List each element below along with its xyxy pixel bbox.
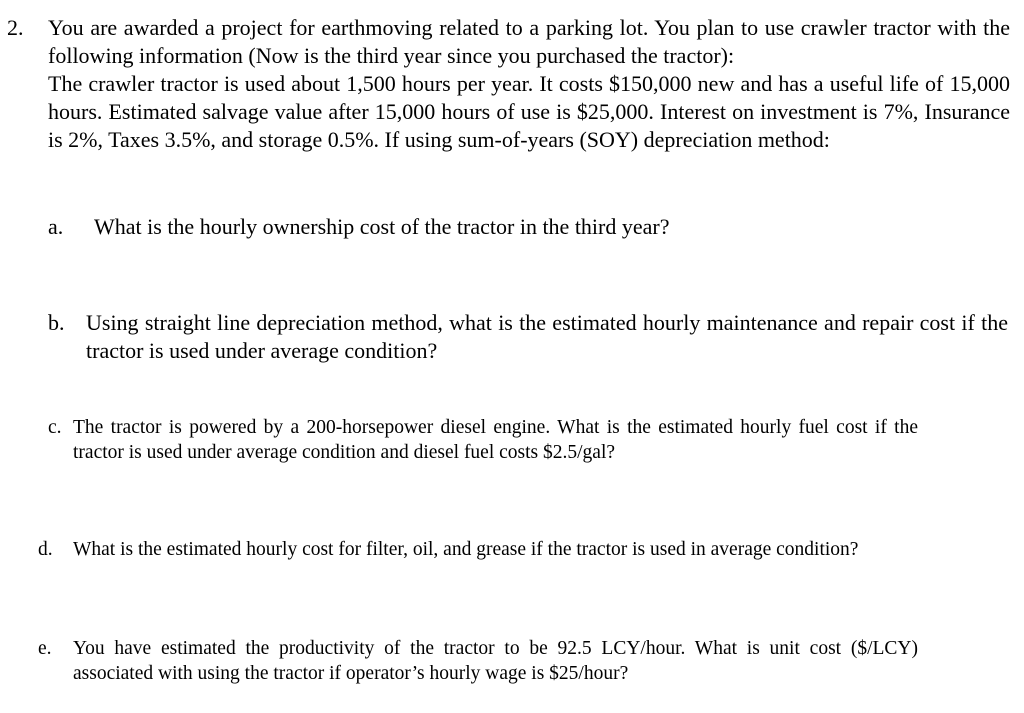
problem-intro <box>48 14 1010 154</box>
part-b-letter: b. <box>48 310 65 335</box>
intro-paragraph-2: The crawler tractor is used about 1,500 hours per year. It costs $150,000 new and has a useful life of 15,000 hours. Estimated salvage value after 15,000 hours of use is $25,000. Interest on investment is 7%, Insurance is 2%, Taxes 3.5%, and storage 0.5%. If using sum-of-years (SOY) depreciation method: <box>48 71 1010 152</box>
intro-paragraph-1: You are awarded a project for earthmoving related to a parking lot. You plan to use crawler tractor with the following information (Now is the third year since you purchased the tractor): <box>48 15 1010 68</box>
part-d-text: What is the estimated hourly cost for filter, oil, and grease if the tractor is used in average condition? <box>73 539 859 560</box>
part-a-letter: a. <box>48 214 64 239</box>
part-e-letter: e. <box>38 638 52 659</box>
part-b-text: Using straight line depreciation method, what is the estimated hourly maintenance and repair cost if the tractor is used under average condition? <box>86 310 1008 363</box>
part-a-text: What is the hourly ownership cost of the tractor in the third year? <box>94 214 670 239</box>
part-e-text: You have estimated the productivity of the tractor to be 92.5 LCY/hour. What is unit cost ($/LCY) associated with using the tractor if operator’s hourly wage is $25/hour? <box>73 638 918 684</box>
part-c-letter: c. <box>48 417 62 438</box>
question-number: 2. <box>7 15 24 40</box>
part-d-letter: d. <box>38 539 53 560</box>
part-c-text: The tractor is powered by a 200-horsepower diesel engine. What is the estimated hourly fuel cost if the tractor is used under average condition and diesel fuel costs $2.5/gal? <box>73 417 918 463</box>
